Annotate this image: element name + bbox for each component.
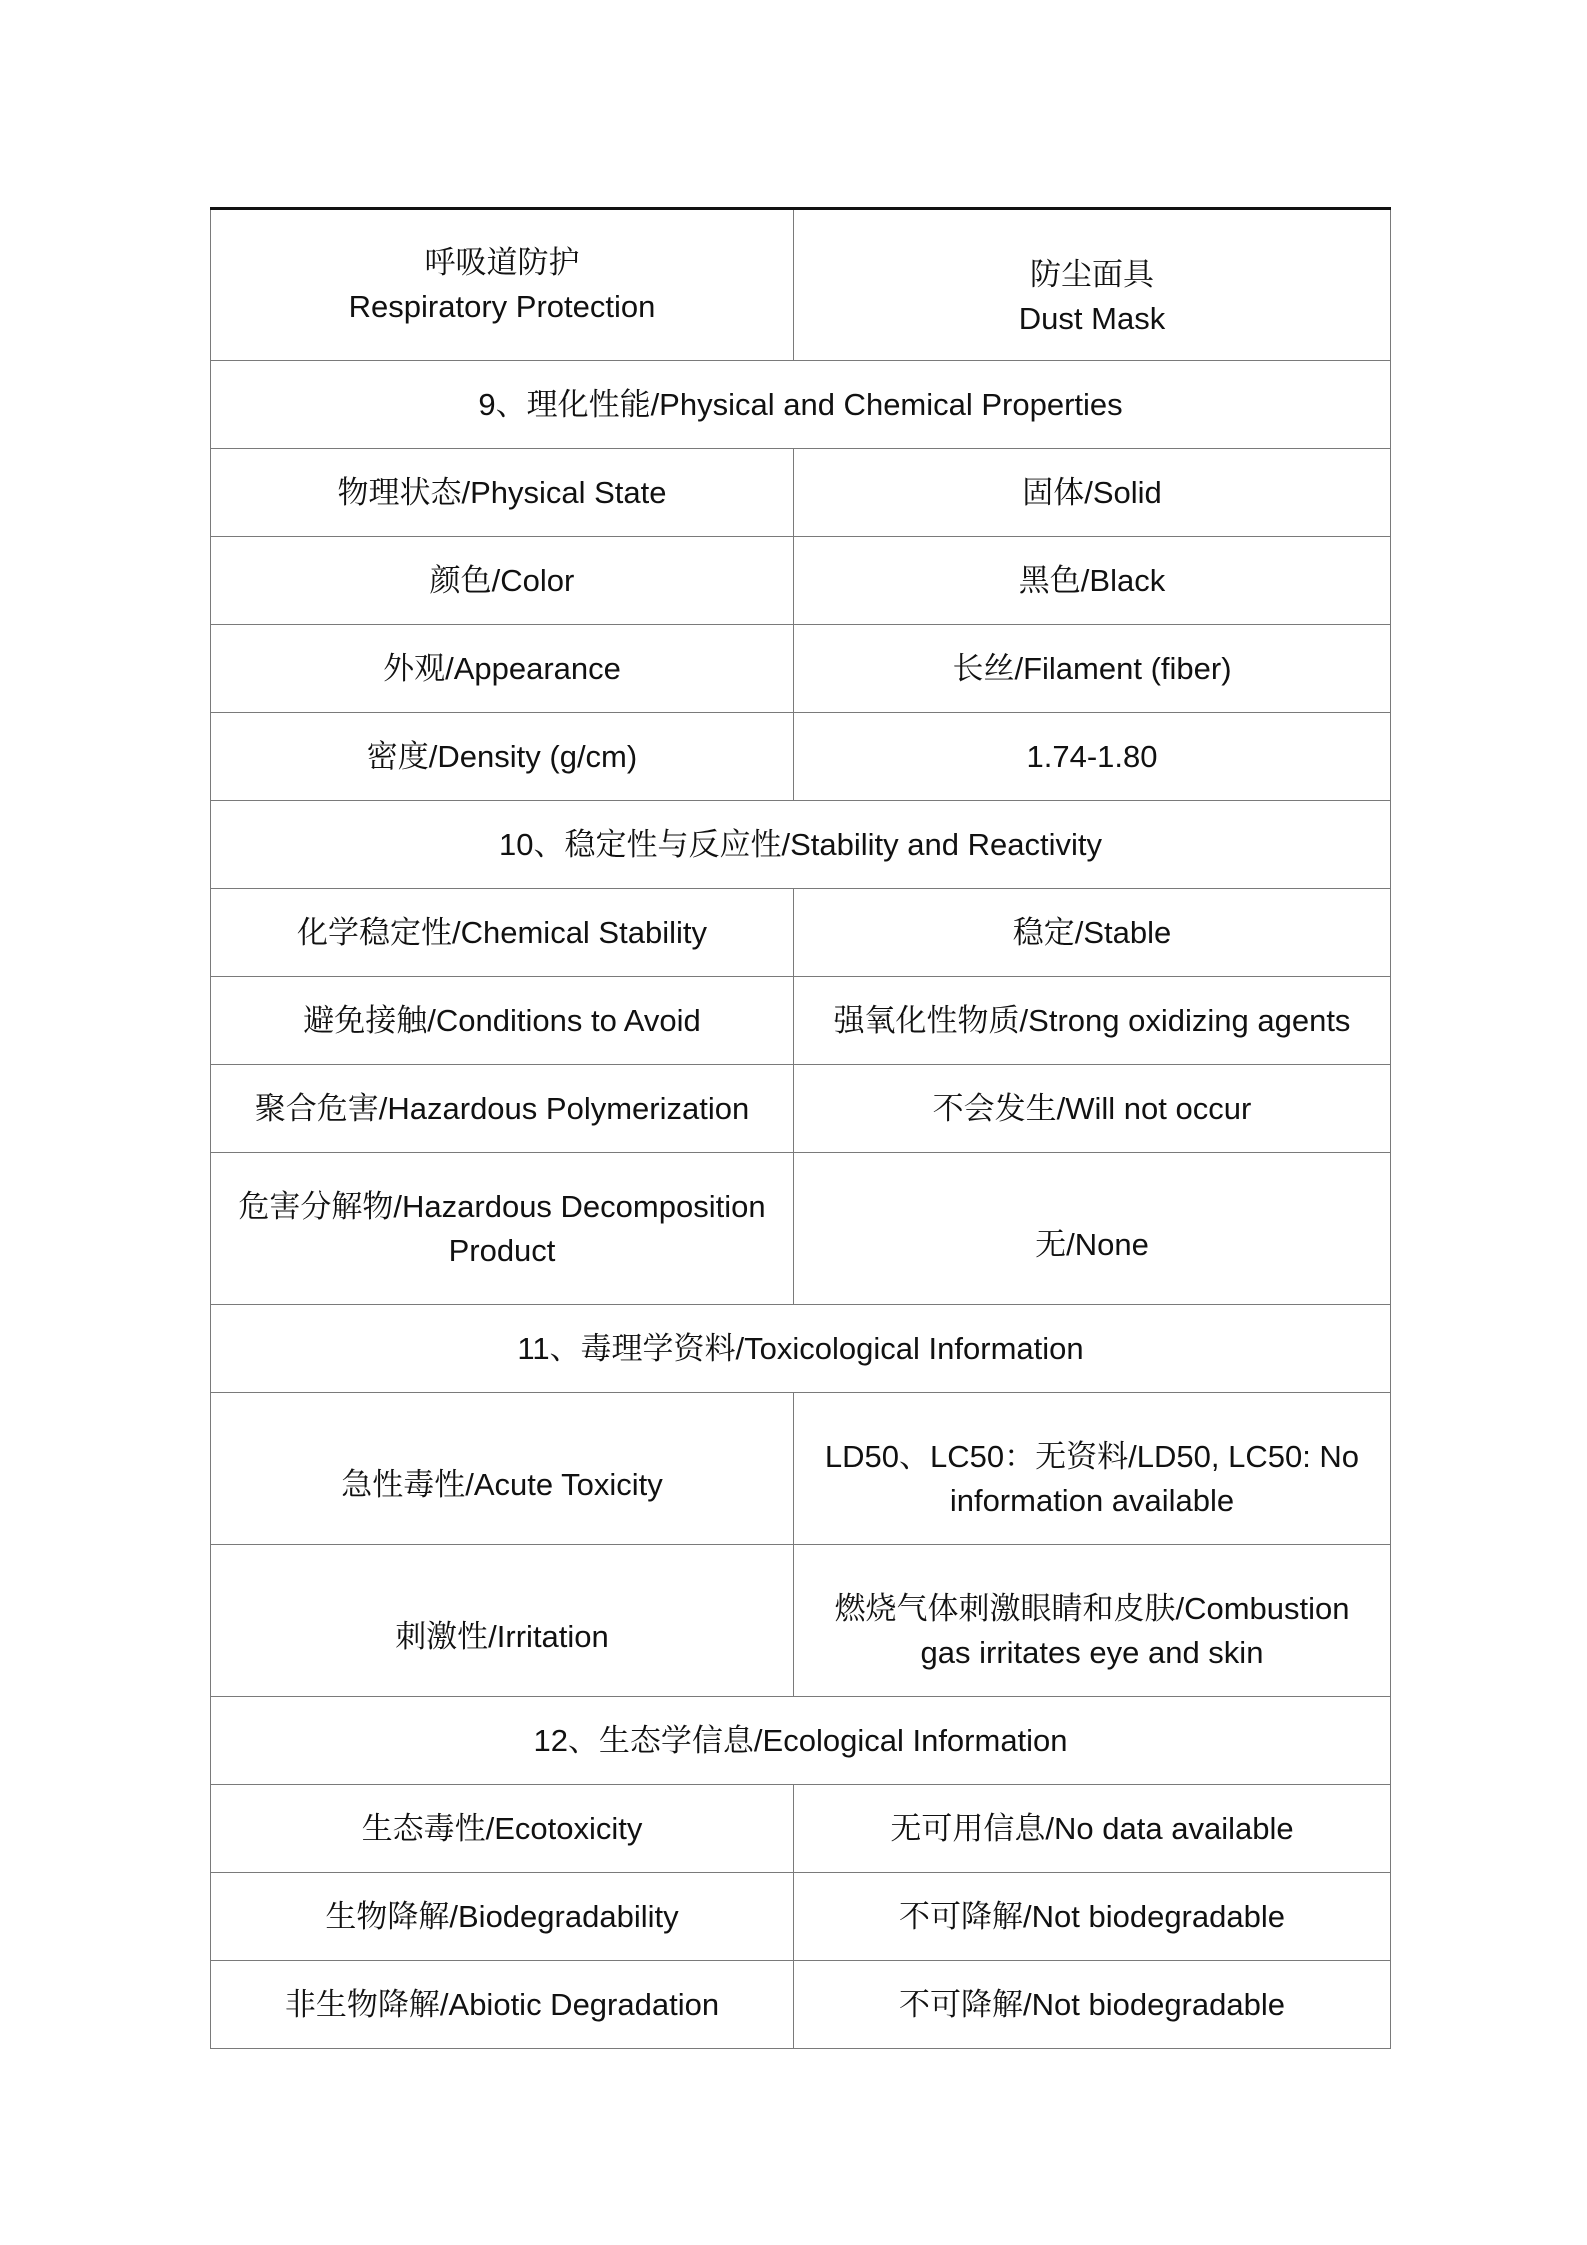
value-cell (794, 1393, 1391, 1545)
value-label-line-1: 燃烧气体刺激眼睛和皮肤/Combustion (834, 1590, 1350, 1626)
property-cell: 物理状态/Physical State (211, 449, 794, 537)
table-row (211, 1873, 1391, 1961)
property-cell: 外观/Appearance (211, 625, 794, 713)
property-cell (211, 1545, 794, 1697)
property-cell: 生物降解/Biodegradability (211, 1873, 794, 1961)
value-cell: 长丝/Filament (fiber) (794, 625, 1391, 713)
section-header-9: 9、理化性能/Physical and Chemical Properties (211, 361, 1391, 449)
value-cell: 黑色/Black (794, 537, 1391, 625)
section-header-12: 12、生态学信息/Ecological Information (211, 1697, 1391, 1785)
table-row (211, 537, 1391, 625)
property-label: 刺激性/Irritation (395, 1618, 609, 1654)
table-row (211, 209, 1391, 361)
section-header-11: 11、毒理学资料/Toxicological Information (211, 1305, 1391, 1393)
property-cell: 生态毒性/Ecotoxicity (211, 1785, 794, 1873)
section-header-row (211, 801, 1391, 889)
value-cell: 不可降解/Not biodegradable (794, 1961, 1391, 2049)
value-cell: 不可降解/Not biodegradable (794, 1873, 1391, 1961)
property-label-cn: 呼吸道防护 (424, 245, 580, 280)
value-label-en: Dust Mask (1018, 301, 1166, 336)
table-row (211, 1785, 1391, 1873)
table-row (211, 713, 1391, 801)
value-label: 无/None (1035, 1226, 1149, 1262)
value-label-line-2: gas irritates eye and skin (920, 1634, 1264, 1670)
value-cell: 固体/Solid (794, 449, 1391, 537)
safety-data-table (210, 207, 1391, 2049)
table-row (211, 1545, 1391, 1697)
section-header-row (211, 361, 1391, 449)
section-header-row (211, 1697, 1391, 1785)
value-cell: 无可用信息/No data available (794, 1785, 1391, 1873)
property-cell (211, 1393, 794, 1545)
property-label-en: Respiratory Protection (348, 289, 656, 324)
table-row (211, 1961, 1391, 2049)
value-cell (794, 1545, 1391, 1697)
table-row (211, 1153, 1391, 1305)
property-cell (211, 209, 794, 361)
value-label-line-1: LD50、LC50：无资料/LD50, LC50: No (824, 1438, 1360, 1474)
table-row (211, 1065, 1391, 1153)
value-label-line-2: information available (949, 1482, 1235, 1518)
property-cell (211, 1153, 794, 1305)
property-label: 急性毒性/Acute Toxicity (341, 1466, 663, 1502)
property-cell: 化学稳定性/Chemical Stability (211, 889, 794, 977)
property-cell: 避免接触/Conditions to Avoid (211, 977, 794, 1065)
property-cell: 非生物降解/Abiotic Degradation (211, 1961, 794, 2049)
value-cell (794, 1153, 1391, 1305)
value-cell: 强氧化性物质/Strong oxidizing agents (794, 977, 1391, 1065)
property-label-line-2: Product (448, 1232, 556, 1268)
value-cell: 不会发生/Will not occur (794, 1065, 1391, 1153)
section-header-row (211, 1305, 1391, 1393)
section-header-10: 10、稳定性与反应性/Stability and Reactivity (211, 801, 1391, 889)
property-cell: 颜色/Color (211, 537, 794, 625)
table-row (211, 625, 1391, 713)
value-cell: 1.74-1.80 (794, 713, 1391, 801)
value-cell (794, 209, 1391, 361)
table-row (211, 889, 1391, 977)
property-cell: 密度/Density (g/cm) (211, 713, 794, 801)
value-label-cn: 防尘面具 (1030, 257, 1154, 292)
table-row (211, 1393, 1391, 1545)
value-cell: 稳定/Stable (794, 889, 1391, 977)
table-row (211, 977, 1391, 1065)
table-row (211, 449, 1391, 537)
property-label-line-1: 危害分解物/Hazardous Decomposition (238, 1188, 766, 1224)
property-cell: 聚合危害/Hazardous Polymerization (211, 1065, 794, 1153)
